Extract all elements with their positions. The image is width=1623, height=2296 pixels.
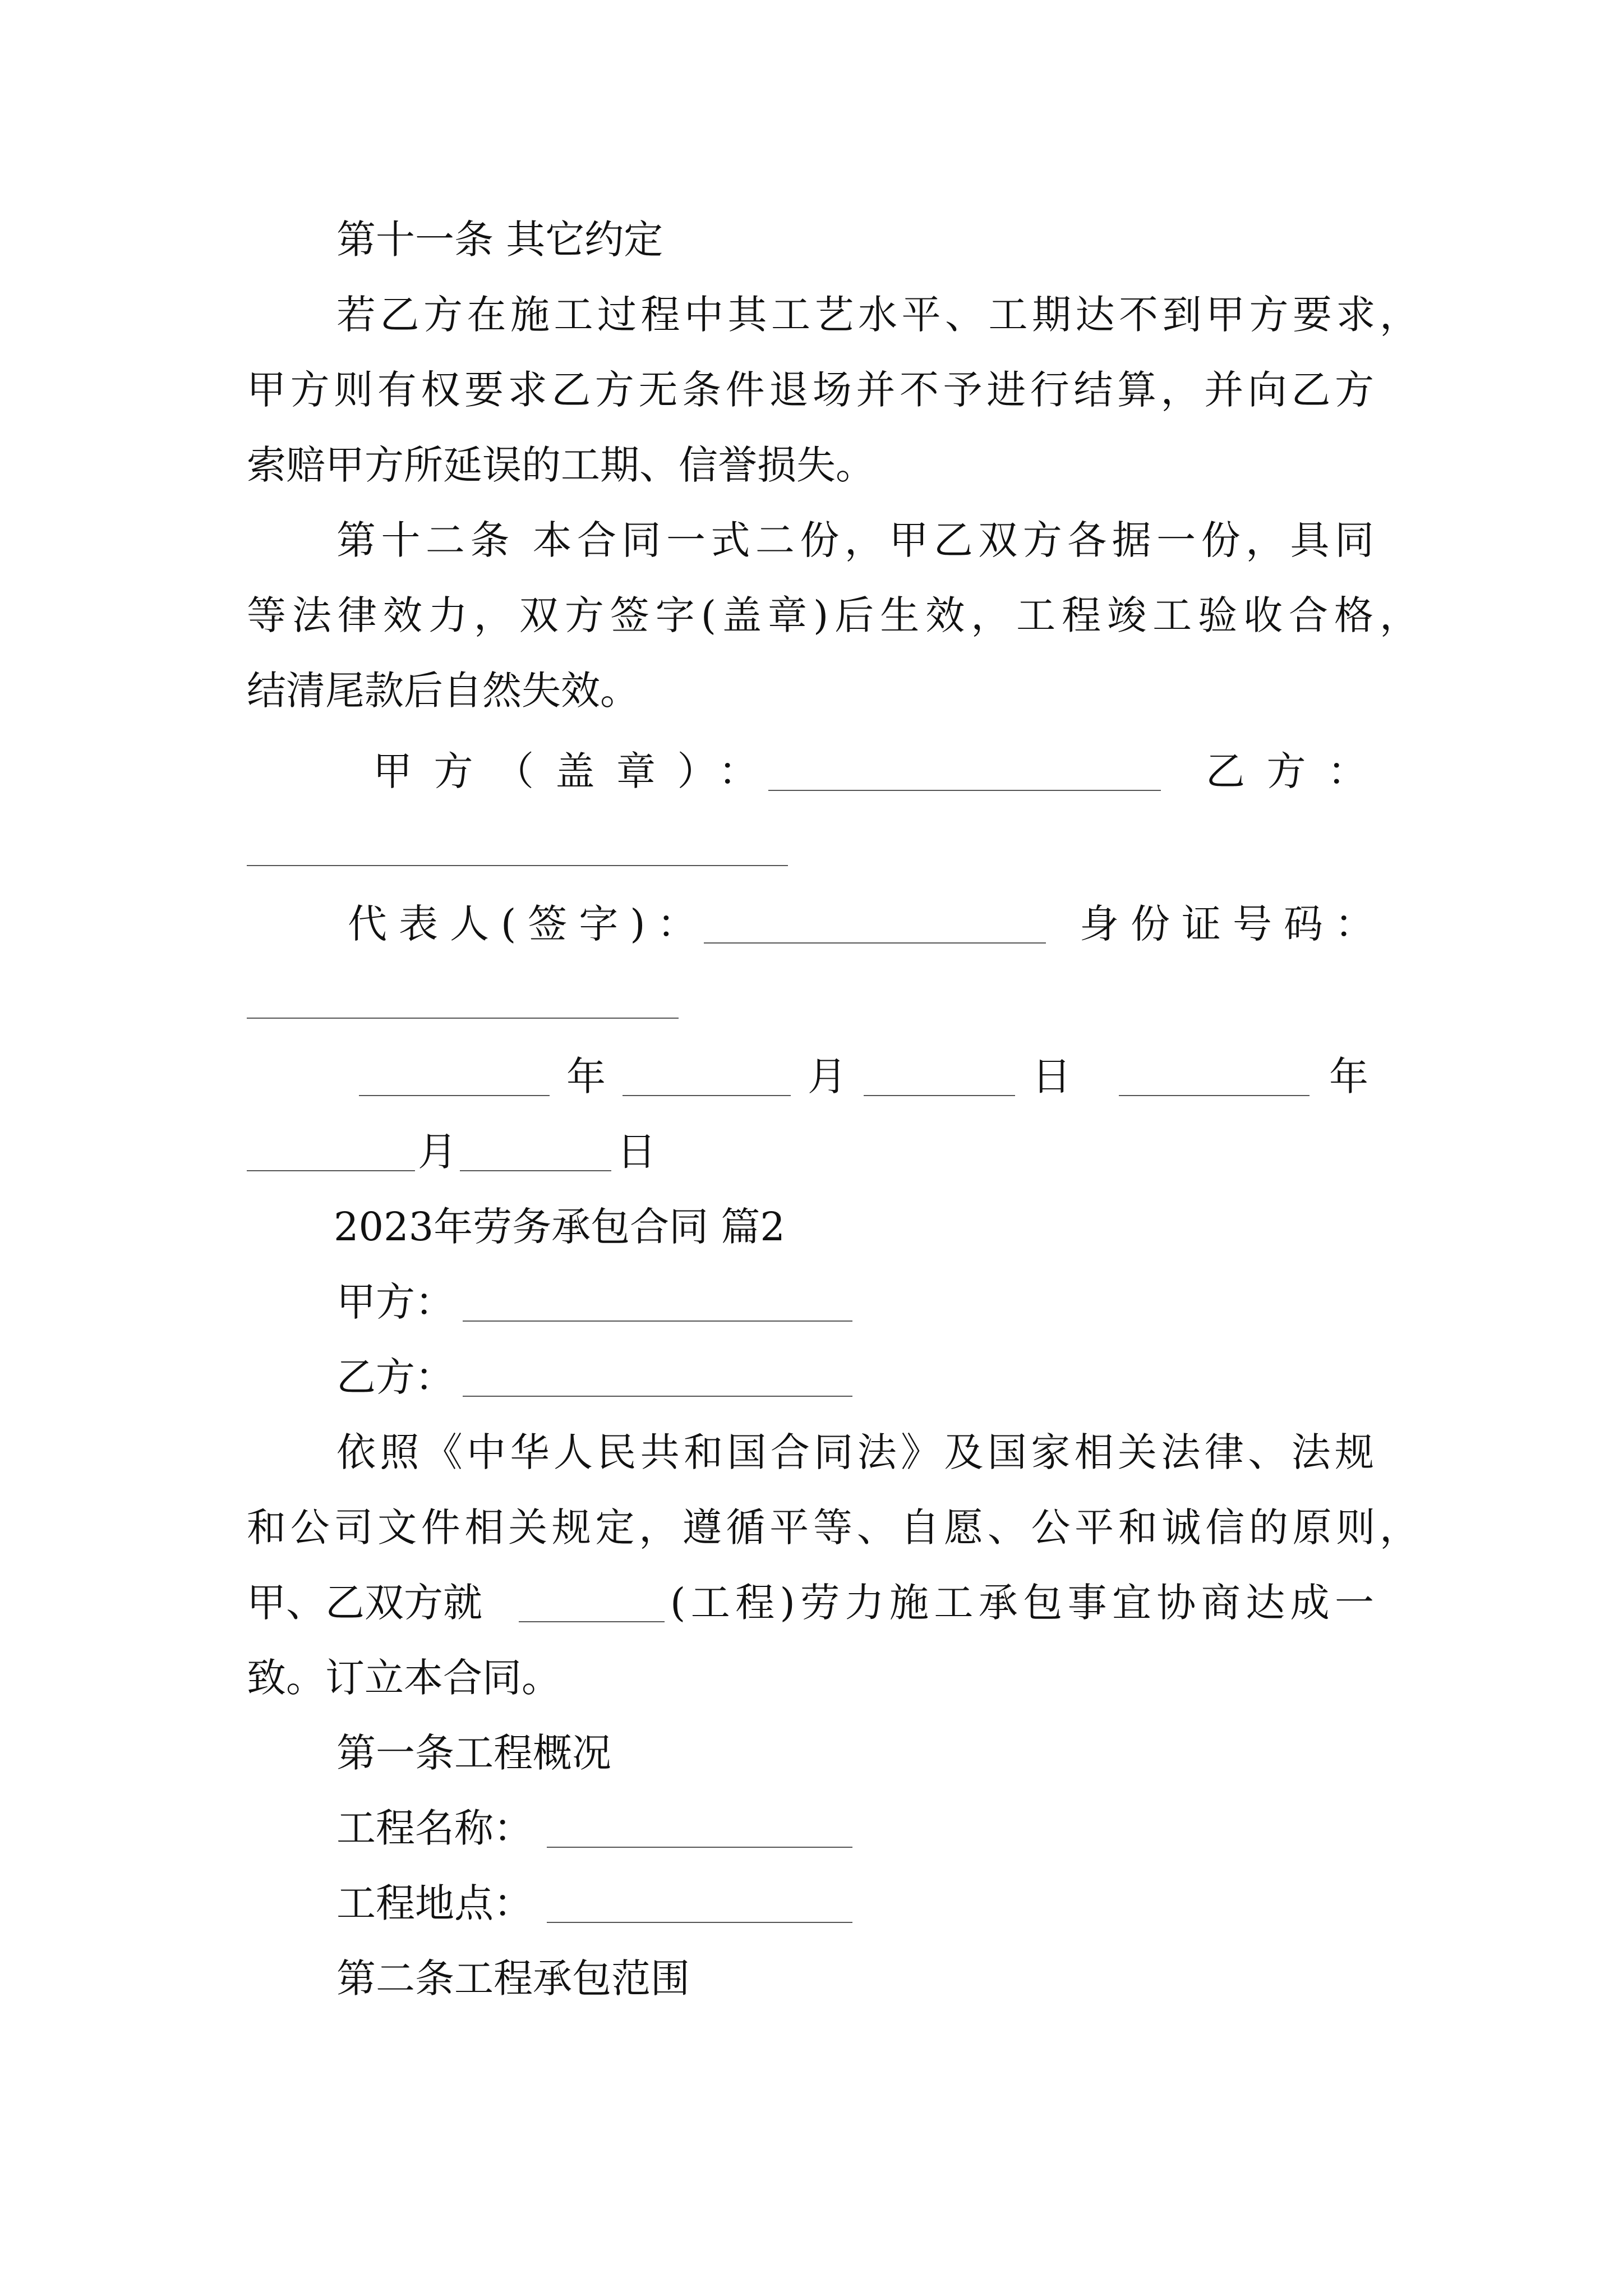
- party-b-blank: [247, 865, 788, 866]
- article-1-title: 第一条工程概况: [336, 1730, 611, 1776]
- party-a-seal-blank: [768, 790, 1161, 791]
- date-a-day-blank: [864, 1095, 1015, 1096]
- date-b-month-label: 月: [418, 1129, 457, 1175]
- date-b-day-label: 日: [617, 1129, 656, 1175]
- contract-2-intro-line-1: 依照《中华人民共和国合同法》及国家相关法律、法规: [336, 1429, 1374, 1475]
- party-a-seal-label: 甲方（盖章）：: [373, 748, 780, 794]
- article-12-line-1: 第十二条 本合同一式二份，甲乙双方各据一份，具同: [336, 517, 1374, 563]
- contract-2-party-b-label: 乙方：: [336, 1354, 454, 1400]
- article-12-line-2: 等法律效力，双方签字(盖章)后生效，工程竣工验收合格，: [247, 592, 1419, 638]
- article-2-title: 第二条工程承包范围: [336, 1955, 690, 2001]
- date-b-day-blank: [460, 1170, 611, 1171]
- project-location-label: 工程地点：: [336, 1880, 533, 1926]
- article-12-line-3: 结清尾款后自然失效。: [247, 668, 639, 714]
- contract-2-party-b-blank: [463, 1396, 852, 1397]
- date-b-year-label: 年: [1329, 1053, 1368, 1099]
- date-a-year-label: 年: [566, 1053, 606, 1099]
- article-11-title: 第十一条 其它约定: [336, 217, 663, 263]
- contract-2-heading: 2023年劳务承包合同 篇2: [334, 1204, 785, 1250]
- contract-2-project-blank: [519, 1621, 665, 1622]
- article-11-line-3: 索赔甲方所延误的工期、信誉损失。: [247, 442, 875, 488]
- article-11-line-1: 若乙方在施工过程中其工艺水平、工期达不到甲方要求，: [336, 292, 1419, 338]
- date-b-month-blank: [247, 1170, 415, 1171]
- date-a-year-blank: [359, 1095, 550, 1096]
- project-name-blank: [547, 1847, 852, 1848]
- party-b-label: 乙方：: [1206, 748, 1389, 794]
- date-a-month-label: 月: [808, 1053, 847, 1099]
- date-b-year-blank: [1119, 1095, 1310, 1096]
- representative-blank: [704, 942, 1046, 944]
- id-number-blank: [247, 1018, 679, 1019]
- contract-2-intro-line-3a: 甲、乙双方就: [247, 1580, 482, 1626]
- date-a-day-label: 日: [1032, 1053, 1071, 1099]
- project-location-blank: [547, 1922, 852, 1923]
- representative-label: 代表人(签字)：: [348, 901, 708, 947]
- article-11-line-2: 甲方则有权要求乙方无条件退场并不予进行结算，并向乙方: [247, 367, 1374, 413]
- id-number-label: 身份证号码：: [1080, 901, 1386, 947]
- contract-2-intro-line-2: 和公司文件相关规定，遵循平等、自愿、公平和诚信的原则，: [247, 1504, 1419, 1550]
- contract-2-intro-line-3b: (工程)劳力施工承包事宜协商达成一: [670, 1580, 1374, 1626]
- date-a-month-blank: [623, 1095, 791, 1096]
- contract-2-party-a-label: 甲方：: [336, 1279, 454, 1325]
- contract-2-party-a-blank: [463, 1320, 852, 1322]
- contract-2-intro-line-4: 致。订立本合同。: [247, 1655, 561, 1701]
- project-name-label: 工程名称：: [336, 1805, 533, 1851]
